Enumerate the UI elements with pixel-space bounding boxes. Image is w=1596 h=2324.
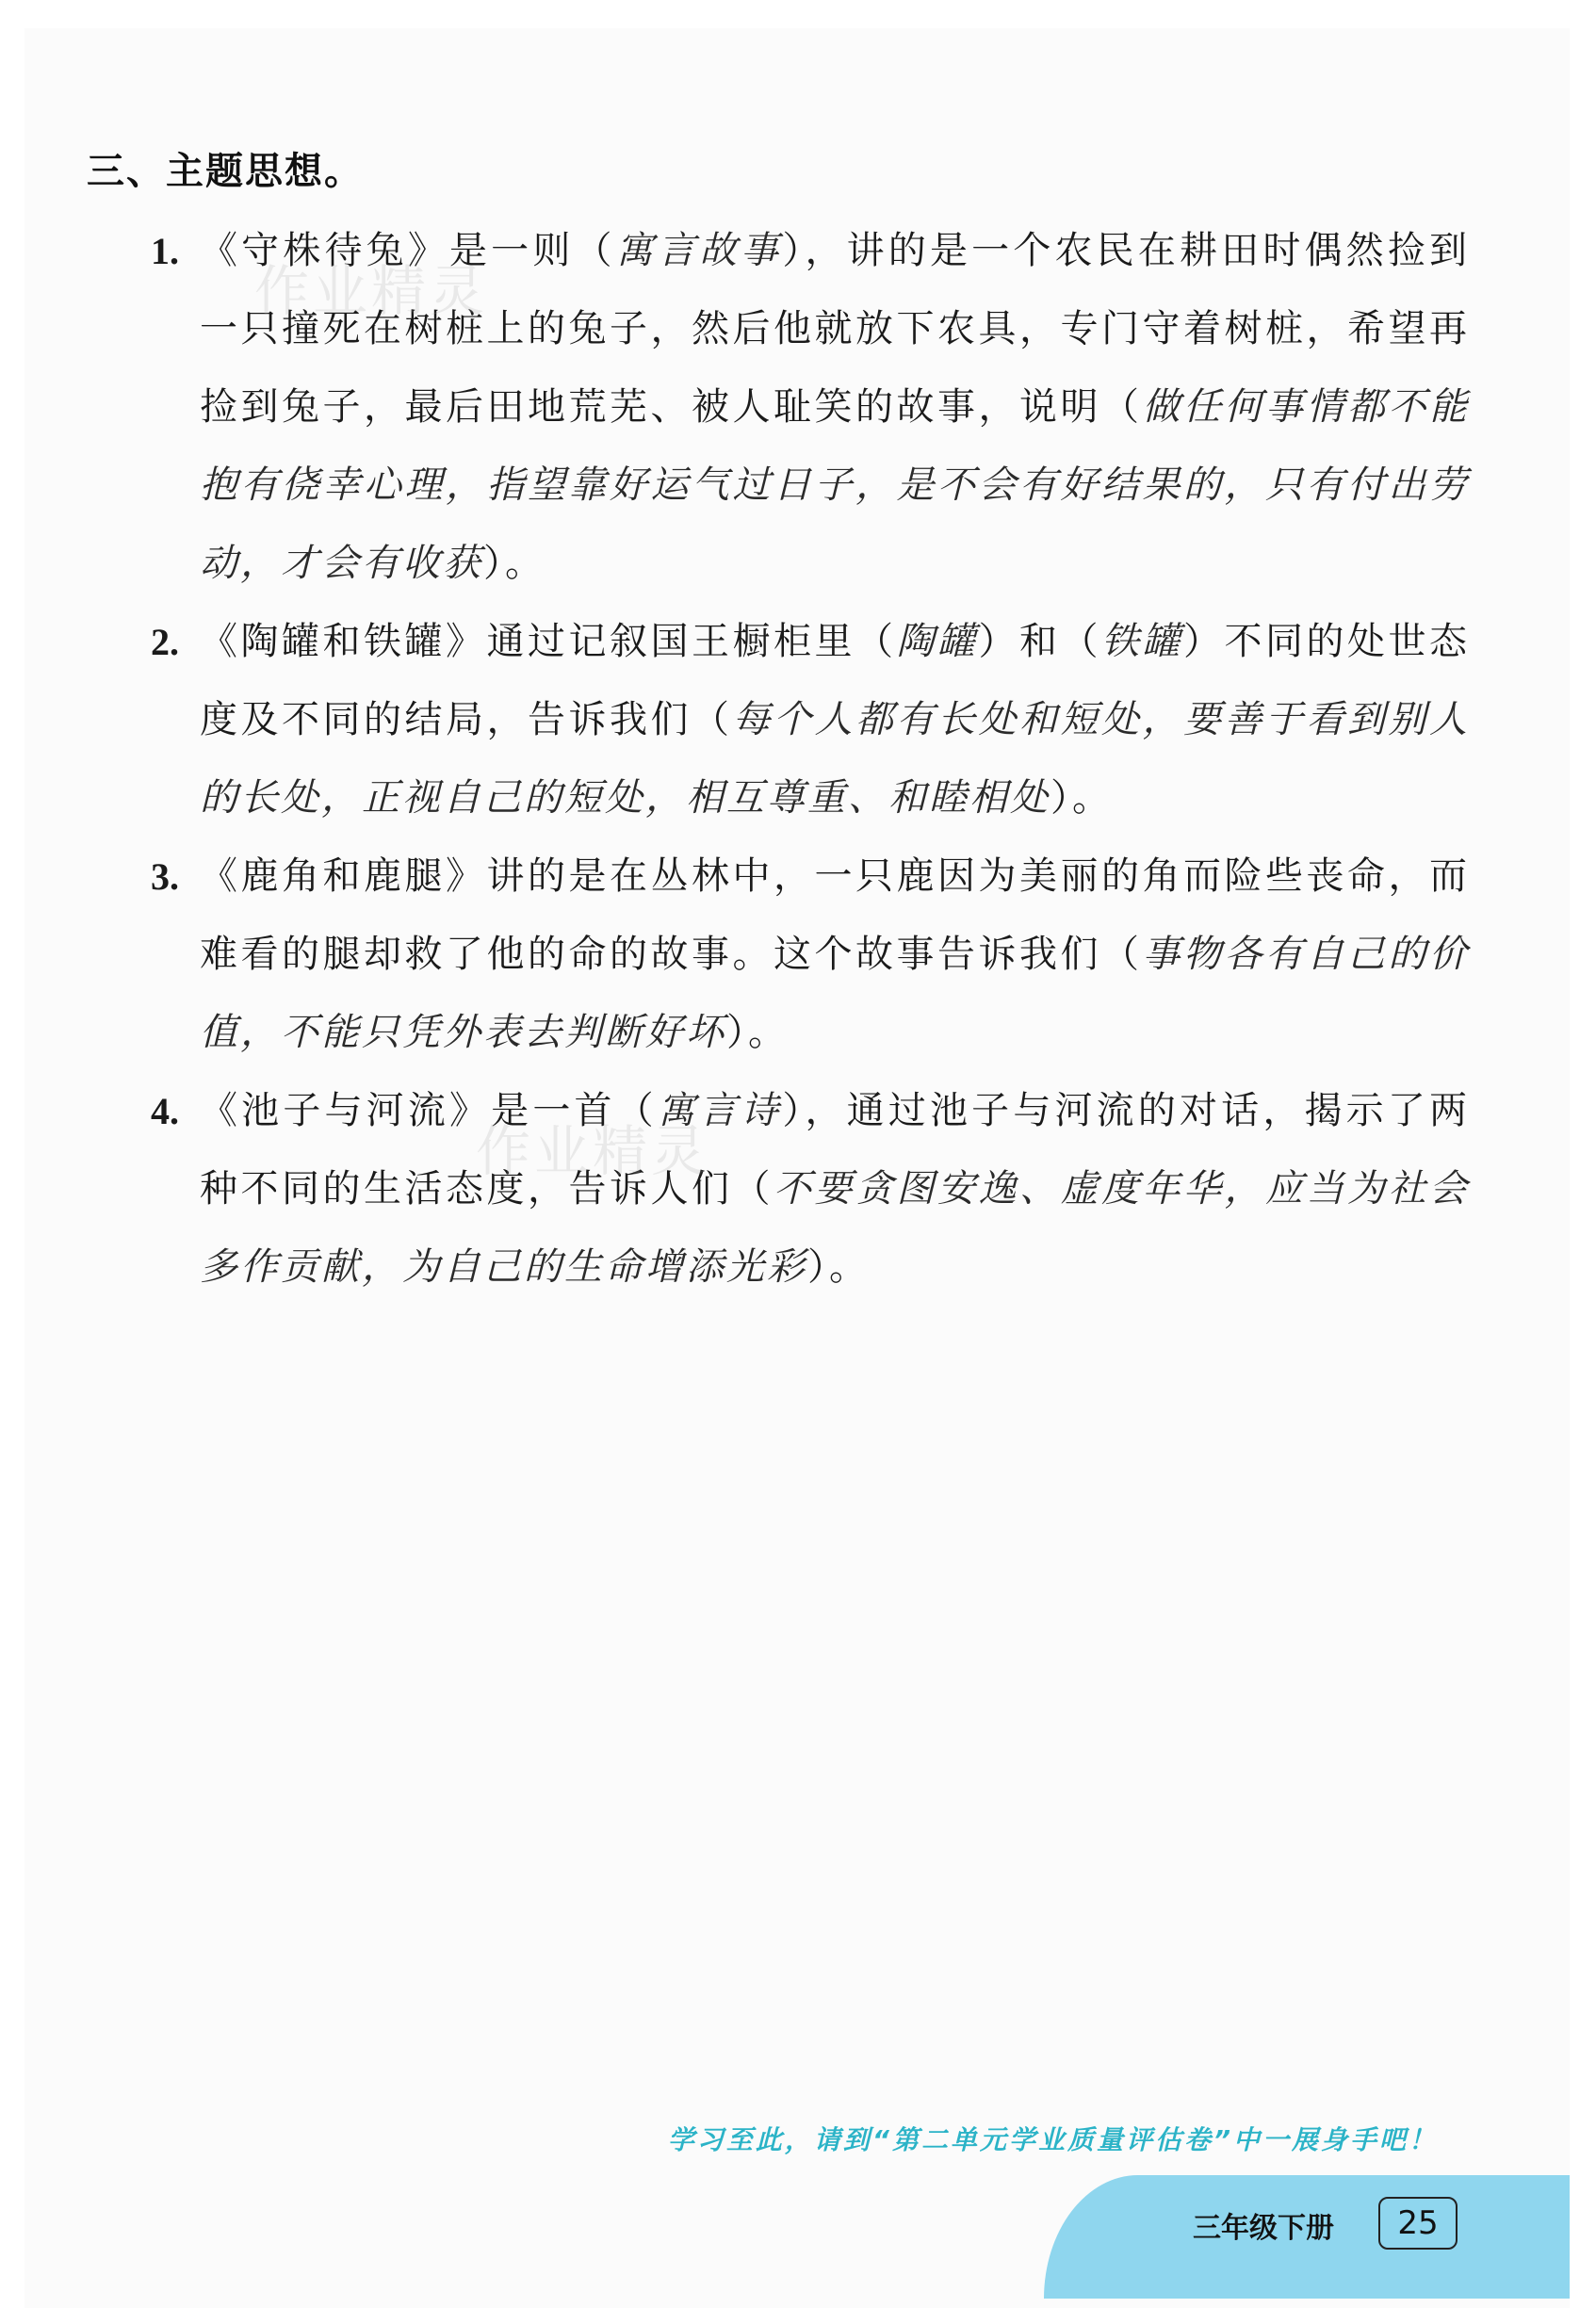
question-text: ）不同的处世态度及不同的结局，告诉我们（ bbox=[200, 620, 1470, 741]
answer-text: 寓言故事 bbox=[615, 229, 783, 272]
answer-text: 铁罐 bbox=[1101, 620, 1183, 663]
question-text: 《守株待兔》是一则（ bbox=[200, 229, 616, 272]
question-text: ）。 bbox=[1050, 776, 1113, 820]
watermark: 作业精灵 bbox=[476, 1119, 710, 1183]
answer-text: 做任何事情都不能抱有侥幸心理，指望靠好运气过日子，是不会有好结果的，只有付出劳动，才会有收获 bbox=[200, 385, 1470, 585]
question-item-1 bbox=[151, 212, 1470, 603]
grade-label: 三年级下册 bbox=[1193, 2212, 1334, 2245]
answer-text: 不要贪图安逸、虚度年华，应当为社会多作贡献，为自己的生命增添光彩 bbox=[200, 1167, 1470, 1289]
question-text: ）。 bbox=[483, 542, 546, 585]
answer-text: 寓言诗 bbox=[657, 1089, 783, 1132]
page-number: 25 bbox=[1378, 2197, 1458, 2250]
question-number: 1. bbox=[151, 230, 179, 272]
question-text: 《池子与河流》是一首（ bbox=[200, 1089, 658, 1132]
answer-text: 事物各有自己的价值，不能只凭外表去判断好坏 bbox=[200, 933, 1470, 1054]
footer-note: 学习至此，请到“第二单元学业质量评估卷”中一展身手吧！ bbox=[667, 2124, 1438, 2155]
question-text: 《陶罐和铁罐》通过记叙国王橱柜里（ bbox=[200, 620, 897, 663]
question-item-2 bbox=[151, 603, 1470, 837]
question-text: ）。 bbox=[726, 1011, 789, 1054]
section-title: 三、主题思想。 bbox=[87, 150, 364, 193]
question-text: ），通过池子与河流的对话，揭示了两种不同的生活态度，告诉人们（ bbox=[200, 1089, 1471, 1211]
question-number: 4. bbox=[151, 1090, 179, 1132]
watermark: 作业精灵 bbox=[254, 259, 489, 323]
answer-text: 陶罐 bbox=[896, 620, 979, 663]
question-item-4 bbox=[151, 1072, 1470, 1307]
answer-text: 每个人都有长处和短处，要善于看到别人的长处，正视自己的短处，相互尊重、和睦相处 bbox=[200, 698, 1470, 820]
question-number: 3. bbox=[151, 855, 179, 898]
question-item-3 bbox=[151, 837, 1470, 1072]
question-list bbox=[151, 212, 1470, 1307]
question-text: ），讲的是一个农民在耕田时偶然捡到一只撞死在树桩上的兔子，然后他就放下农具，专门守着树桩，希望再捡到兔子，最后田地荒芜、被人耻笑的故事，说明（ bbox=[200, 229, 1471, 429]
question-text: ）。 bbox=[807, 1245, 870, 1289]
question-text: 《鹿角和鹿腿》讲的是在丛林中，一只鹿因为美丽的角而险些丧命，而难看的腿却救了他的命的故事。这个故事告诉我们（ bbox=[200, 854, 1470, 976]
question-number: 2. bbox=[151, 621, 179, 663]
question-text: ）和（ bbox=[978, 620, 1101, 663]
